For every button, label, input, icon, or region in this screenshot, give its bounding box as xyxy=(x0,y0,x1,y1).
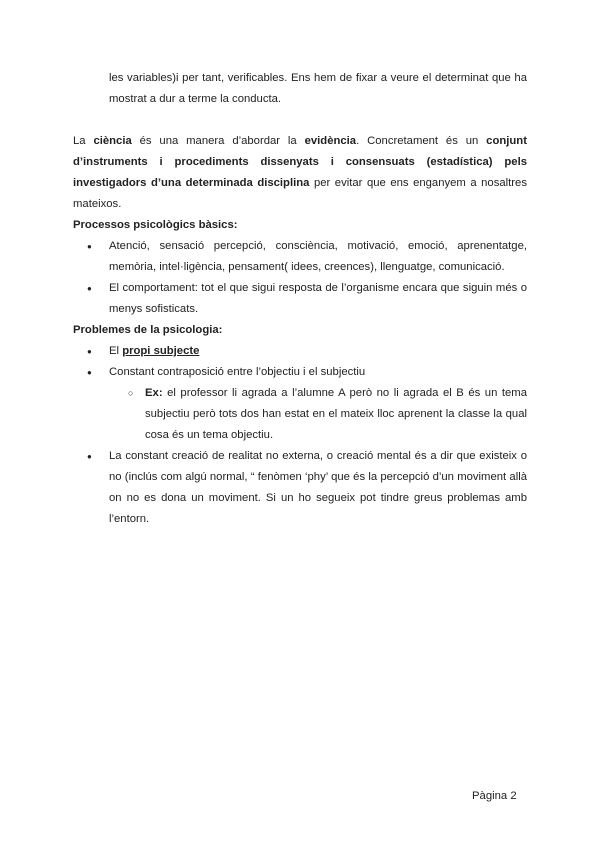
processes-list xyxy=(73,236,527,320)
science-paragraph xyxy=(73,131,527,215)
problems-item-1 xyxy=(73,341,527,362)
science-text-4: per evitar que ens enganyem a nosaltres mateixos. xyxy=(73,177,527,210)
problems-item-2-text: Constant contraposició entre l’objectiu i el subjectiu xyxy=(109,366,366,378)
problems-list xyxy=(73,341,527,530)
processes-item-1: ● Atenció, sensació percepció, consciència, motivació, emoció, aprenentatge, memòria, intel·ligència, pensament( idees, creences), llenguatge, comunicació. xyxy=(73,236,527,278)
example-label: Ex: xyxy=(145,387,163,399)
science-text-3: . Concretament és un xyxy=(356,135,487,147)
intro-line-2: mostrat a dur a terme la conducta. xyxy=(109,93,282,105)
problems-item-3: ● La constant creació de realitat no externa, o creació mental és a dir que existeix o no (inclús com algú normal, “ fenòmen ‘phy’ que és la percepció d’un moviment allà on no es dona un moviment. Si un ho segueix pot tindre greus problemas amb l’entorn. xyxy=(73,446,527,530)
problems-section xyxy=(73,320,527,530)
problems-item-2 xyxy=(73,362,527,446)
problems-item-1-prefix: El xyxy=(109,345,123,357)
own-subject-term: propi subjecte xyxy=(122,345,200,357)
example-text: el professor li agrada a l’alumne A però no li agrada el B és un tema subjectiu però tots dos han estat en el mateix lloc aprenent la classe la qual cosa és un tema objectiu. xyxy=(145,387,527,441)
intro-paragraph xyxy=(73,68,527,110)
problems-sublist xyxy=(109,383,527,446)
processes-item-2: ● El comportament: tot el que sigui resposta de l’organisme encara que siguin més o menys sofisticats. xyxy=(73,278,527,320)
problems-subitem-example xyxy=(73,383,527,446)
processes-heading: Processos psicològics bàsics: xyxy=(73,219,238,231)
intro-line-1: les variables)i per tant, verificables. Ens hem de fixar a veure el determinat que ha xyxy=(109,72,527,84)
evidence-term: evidència xyxy=(304,135,357,147)
page-number: Pàgina 2 xyxy=(472,790,517,802)
science-term: ciència xyxy=(93,135,132,147)
problems-heading: Problemes de la psicologia: xyxy=(73,324,223,336)
processes-section xyxy=(73,215,527,320)
instruments-definition: conjunt d’instruments i procediments dissenyats i consensuats (estadística) pels investigadors d’una determinada disciplina xyxy=(73,135,527,189)
science-text xyxy=(73,131,527,215)
science-text-1: La xyxy=(73,135,94,147)
science-text-2: és una manera d’abordar la xyxy=(131,135,305,147)
